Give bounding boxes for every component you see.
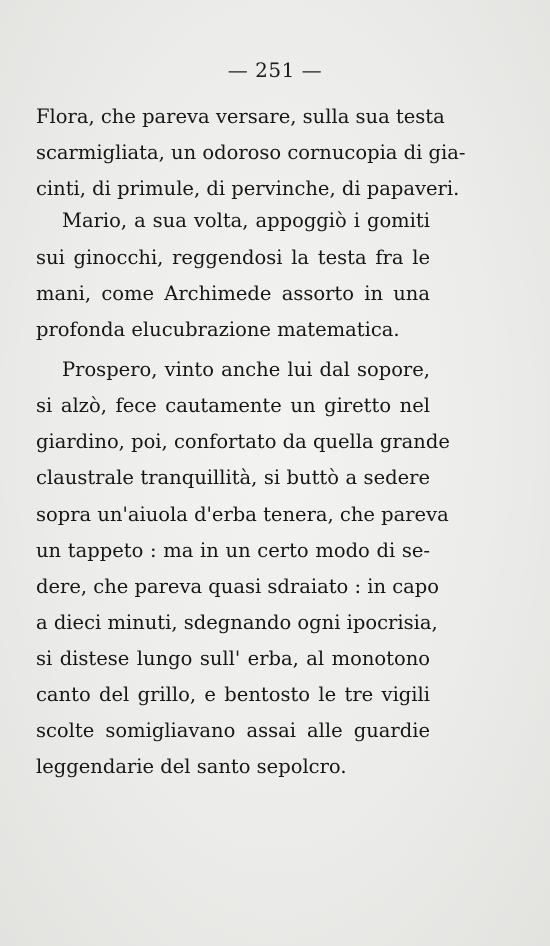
- text-line: si distese lungo sull' erba, al monotono: [36, 647, 430, 670]
- text-line: giardino, poi, confortato da quella grande: [36, 430, 450, 453]
- text-line: canto del grillo, e bentosto le tre vigili: [36, 683, 430, 706]
- text-line: mani, come Archimede assorto in una: [36, 282, 430, 305]
- text-line: sui ginocchi, reggendosi la testa fra le: [36, 246, 430, 269]
- text-line: un tappeto : ma in un certo modo di se-: [36, 539, 430, 562]
- text-line: sopra un'aiuola d'erba tenera, che pareva: [36, 503, 449, 526]
- text-line: Mario, a sua volta, appoggiò i gomiti: [62, 209, 430, 232]
- text-line: si alzò, fece cautamente un giretto nel: [36, 394, 430, 417]
- text-line: Prospero, vinto anche lui dal sopore,: [62, 358, 430, 381]
- text-line: dere, che pareva quasi sdraiato : in capo: [36, 575, 440, 598]
- page-number: — 251 —: [227, 58, 323, 82]
- text-line: claustrale tranquillità, si buttò a sedere: [36, 466, 430, 489]
- text-line: a dieci minuti, sdegnando ogni ipocrisia,: [36, 611, 438, 634]
- text-line: scolte somigliavano assai alle guardie: [36, 719, 430, 742]
- text-line: scarmigliata, un odoroso cornucopia di gia-: [36, 141, 466, 164]
- text-line: Flora, che pareva versare, sulla sua testa: [36, 105, 445, 128]
- text-line: cinti, di primule, di pervinche, di papaveri.: [36, 177, 460, 200]
- text-line: leggendarie del santo sepolcro.: [36, 755, 347, 778]
- text-line: profonda elucubrazione matematica.: [36, 318, 400, 341]
